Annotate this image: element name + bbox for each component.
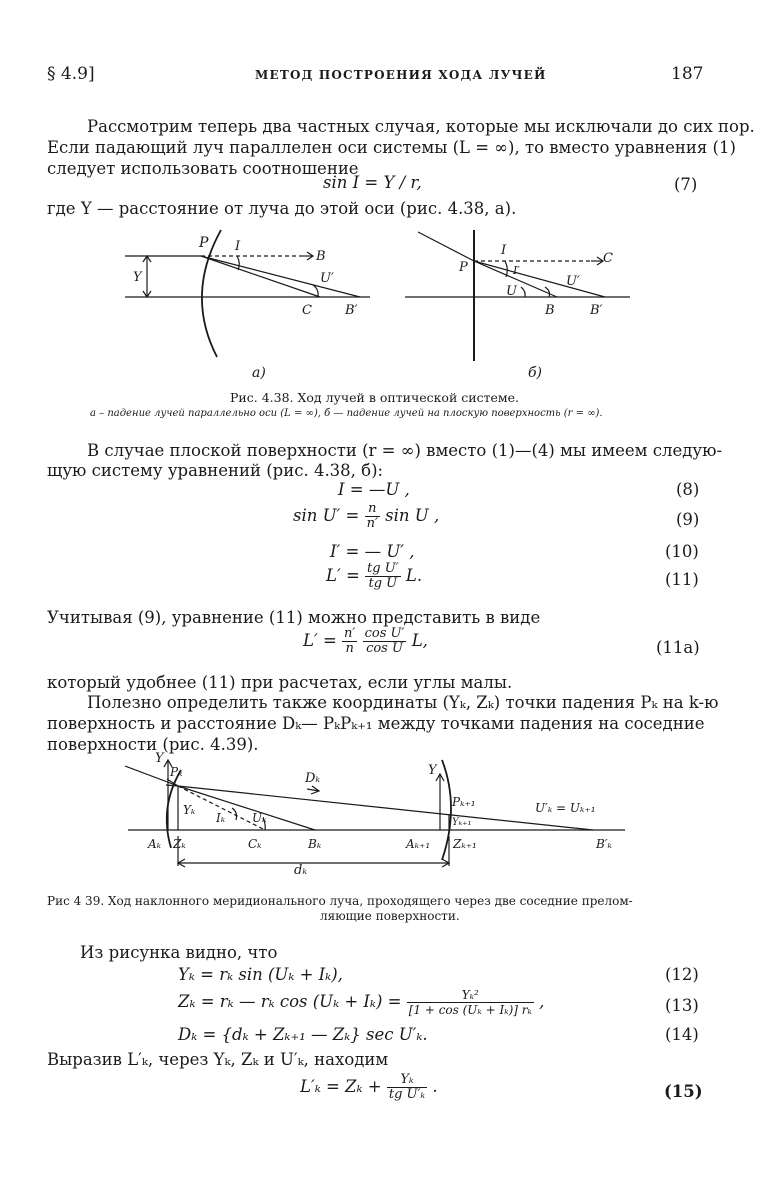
label-uk: Uₖ bbox=[252, 811, 267, 825]
incident-ray-b bbox=[418, 232, 474, 261]
equation-13-number: (13) bbox=[665, 996, 699, 1015]
page-number: 187 bbox=[671, 64, 704, 84]
equation-14-number: (14) bbox=[665, 1025, 699, 1044]
label-y-right: Y bbox=[428, 763, 437, 778]
paragraph-7: Выразив L′ₖ, через Yₖ, Zₖ и U′ₖ, находим bbox=[47, 1050, 389, 1069]
surface-k1 bbox=[442, 760, 451, 860]
paragraph-3-line-1: В случае плоской поверхности (r = ∞) вместо (1)—(4) мы имеем следую- bbox=[87, 441, 723, 460]
equation-10: I′ = — U′ , bbox=[330, 542, 415, 561]
paragraph-5-line-3: поверхность и расстояние Dₖ— PₖPₖ₊₁ между точками падения на соседние bbox=[47, 714, 705, 733]
refracted-ray-c bbox=[201, 256, 320, 297]
equation-10-number: (10) bbox=[665, 542, 699, 561]
paragraph-1-line-1: Рассмотрим теперь два частных случая, которые мы исключали до сих пор. bbox=[87, 117, 755, 136]
label-ik: Iₖ bbox=[216, 811, 226, 825]
label-a-i: I bbox=[235, 239, 241, 254]
paragraph-5-line-2: Полезно определить также координаты (Yₖ, Zₖ) точки падения Pₖ на k-ю bbox=[87, 693, 719, 712]
label-uk-equals: U′ₖ = Uₖ₊₁ bbox=[535, 801, 596, 815]
running-title: МЕТОД ПОСТРОЕНИЯ ХОДА ЛУЧЕЙ bbox=[255, 68, 547, 82]
label-b-p: P bbox=[459, 260, 468, 275]
paragraph-3-line-2: щую систему уравнений (рис. 4.38, б): bbox=[47, 461, 384, 480]
figure-4-38-a bbox=[125, 230, 370, 357]
equation-8: I = —U , bbox=[338, 480, 410, 499]
label-a-b: B bbox=[316, 249, 326, 264]
figure-4-38-caption: Рис. 4.38. Ход лучей в оптической системе. bbox=[230, 390, 519, 405]
label-a-b-prime: B′ bbox=[345, 303, 358, 318]
equation-11a: L′ = $\frac{n'}{n}$ $\frac{\text{cos U′}}{\text{cos U}}$ L, bbox=[303, 626, 428, 656]
label-dk-distance: dₖ bbox=[294, 863, 308, 878]
ik-arc bbox=[232, 808, 237, 820]
figure-4-38-subcaption: а – падение лучей параллельно оси (L = ∞), б — падение лучей на плоскую поверхность (r = ∞). bbox=[90, 408, 603, 419]
equation-15: L′ₖ = Zₖ + $\frac{\text{Yₖ}}{\text{tg U′ₖ}}$ . bbox=[300, 1072, 438, 1102]
label-yk: Yₖ bbox=[183, 803, 196, 817]
label-ak1: Aₖ₊₁ bbox=[406, 837, 431, 851]
equation-11-number: (11) bbox=[665, 570, 699, 589]
equation-7: sin I = Y / r, bbox=[323, 173, 422, 192]
paragraph-4: Учитывая (9), уравнение (11) можно представить в виде bbox=[47, 608, 541, 627]
equation-13: Zₖ = rₖ — rₖ cos (Uₖ + Iₖ) = $\frac{\text{Yₖ²}}{\text{[1 + cos (Uₖ + Iₖ)] rₖ}}$ , bbox=[178, 988, 545, 1017]
equation-11: L′ = $\frac{\text{tg U′}}{\text{tg U}}$ L. bbox=[326, 561, 423, 591]
paragraph-1-line-3: следует использовать соотношение bbox=[47, 159, 359, 178]
equation-7-number: (7) bbox=[674, 175, 698, 194]
equation-12: Yₖ = rₖ sin (Uₖ + Iₖ), bbox=[178, 965, 343, 984]
label-a-p: P bbox=[199, 235, 209, 251]
paragraph-5-line-4: поверхности (рис. 4.39). bbox=[47, 735, 259, 754]
label-bk-prime: B′ₖ bbox=[596, 837, 612, 851]
label-a-u-prime: U′ bbox=[320, 271, 334, 286]
panel-label-a: а) bbox=[252, 365, 266, 381]
section-number: § 4.9] bbox=[47, 64, 95, 84]
ray-dk bbox=[178, 786, 593, 830]
label-b-u-prime: U′ bbox=[566, 274, 580, 289]
paragraph-5-line-1: который удобнее (11) при расчетах, если углы малы. bbox=[47, 673, 513, 692]
label-pk: Pₖ bbox=[170, 765, 183, 779]
equation-15-number: (15) bbox=[664, 1082, 703, 1101]
label-b-u: U bbox=[506, 284, 517, 299]
label-zk1: Zₖ₊₁ bbox=[453, 837, 477, 851]
ray-b-prime bbox=[474, 261, 605, 297]
figure-4-38 bbox=[125, 225, 645, 385]
equation-11a-number: (11a) bbox=[656, 638, 700, 657]
label-b-b-prime: B′ bbox=[590, 303, 603, 318]
equation-8-number: (8) bbox=[676, 480, 700, 499]
equation-9-number: (9) bbox=[676, 510, 700, 529]
label-bk: Bₖ bbox=[308, 837, 322, 851]
figure-4-39-caption-line-2: ляющие поверхности. bbox=[320, 909, 460, 923]
panel-label-b: б) bbox=[528, 365, 543, 381]
label-ck: Cₖ bbox=[248, 837, 262, 851]
label-ak: Aₖ bbox=[148, 837, 162, 851]
label-b-c: C bbox=[603, 251, 613, 266]
equation-14: Dₖ = {dₖ + Zₖ₊₁ — Zₖ} sec U′ₖ. bbox=[178, 1025, 428, 1044]
label-a-y: Y bbox=[133, 270, 142, 285]
equation-12-number: (12) bbox=[665, 965, 699, 984]
figure-4-39 bbox=[115, 752, 640, 882]
label-b-b: B bbox=[545, 303, 555, 318]
label-zk: Zₖ bbox=[173, 837, 186, 851]
label-b-i-prime: I′ bbox=[513, 264, 520, 277]
refracted-ray-b-prime bbox=[201, 256, 360, 297]
label-a-c: C bbox=[302, 303, 312, 318]
equation-9: sin U′ = $\frac{n}{n'}$ sin U , bbox=[293, 501, 440, 531]
label-pk1: Pₖ₊₁ bbox=[452, 795, 476, 809]
label-yk1: Yₖ₊₁ bbox=[452, 817, 472, 828]
figure-4-39-caption-line-1: Рис 4 39. Ход наклонного меридионального луча, проходящего через две соседние прелом- bbox=[47, 894, 633, 908]
figure-4-38-b bbox=[405, 230, 630, 361]
paragraph-1-line-2: Если падающий луч параллелен оси системы (L = ∞), то вместо уравнения (1) bbox=[47, 138, 736, 157]
label-b-i: I bbox=[501, 243, 507, 258]
label-y-left: Y bbox=[155, 752, 164, 766]
paragraph-6: Из рисунка видно, что bbox=[80, 943, 278, 962]
ray-bk bbox=[178, 786, 315, 830]
label-dk: Dₖ bbox=[305, 771, 321, 786]
paragraph-2: где Y — расстояние от луча до этой оси (рис. 4.38, а). bbox=[47, 199, 517, 218]
angle-u-arc-b bbox=[521, 287, 525, 297]
